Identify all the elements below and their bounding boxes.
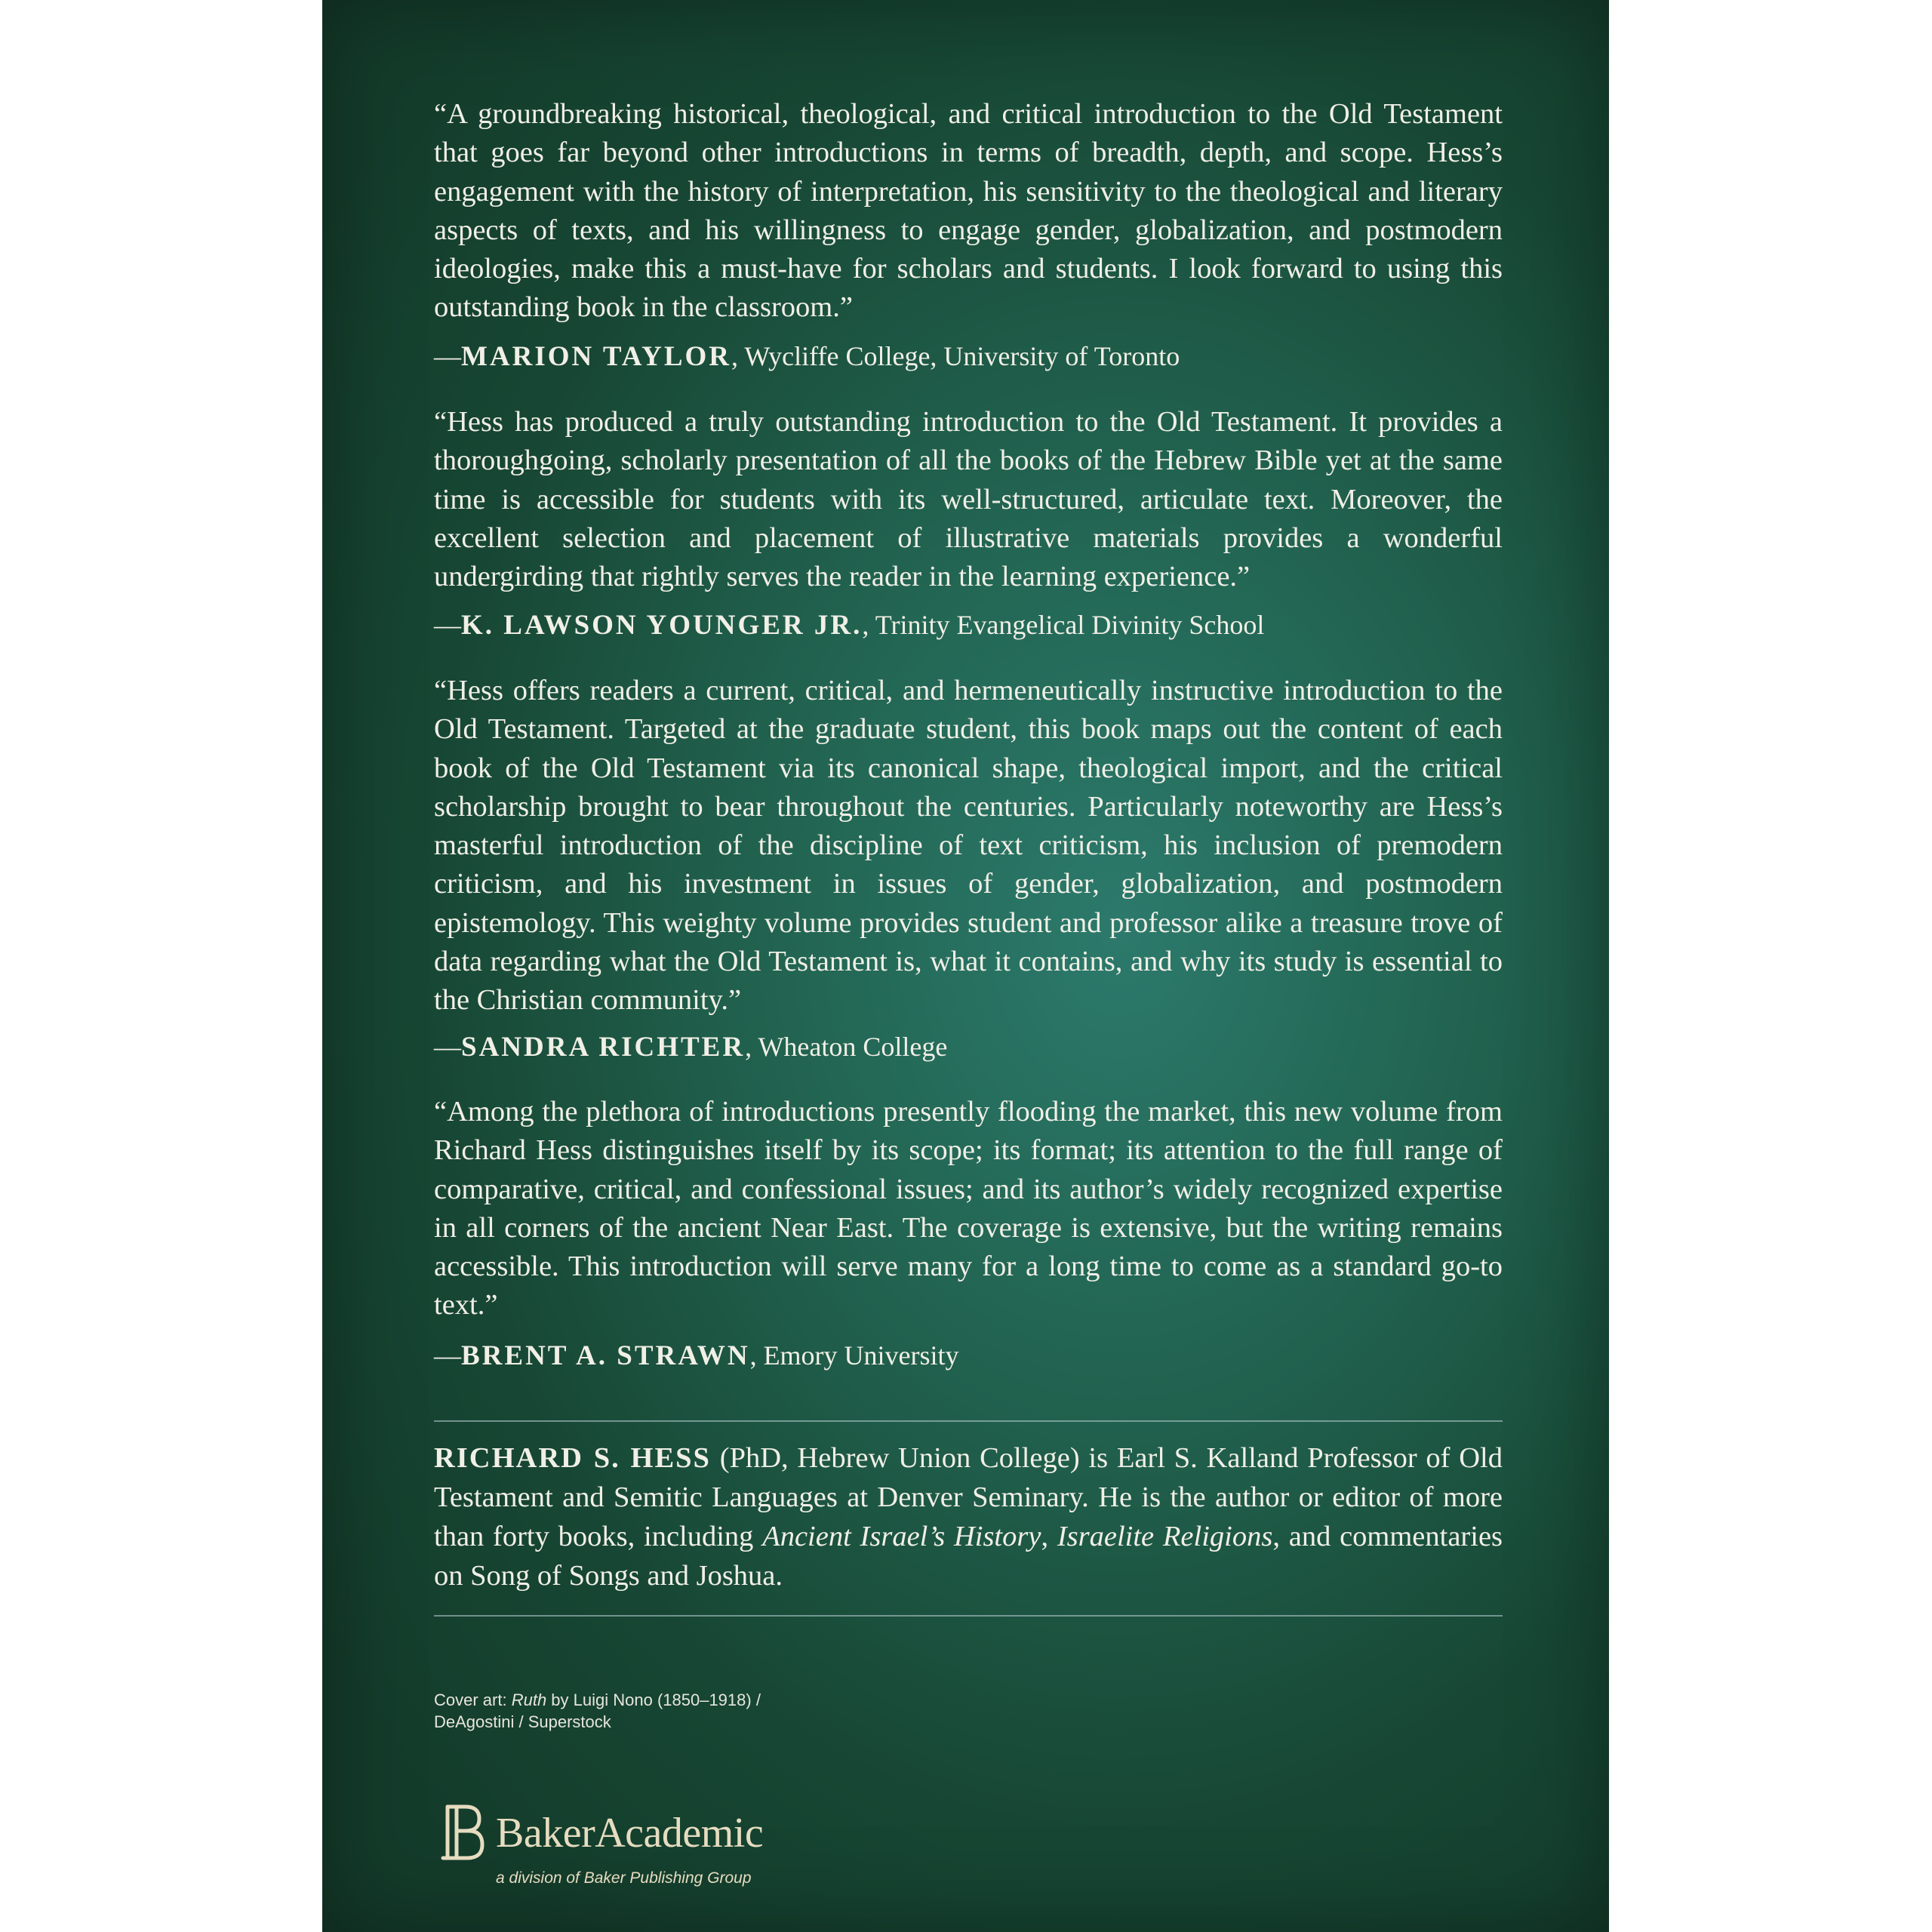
publisher-name: BakerAcademic	[496, 1810, 764, 1857]
baker-b-logo-icon	[440, 1802, 485, 1864]
endorser-affiliation: , Wycliffe College, University of Toronto	[731, 341, 1180, 371]
endorsement-attribution	[434, 1339, 1503, 1373]
attribution-dash: —	[434, 1340, 461, 1371]
divider-rule	[434, 1420, 1503, 1422]
endorser-name: MARION TAYLOR	[461, 341, 731, 372]
attribution-dash: —	[434, 1032, 461, 1062]
endorser-name: SANDRA RICHTER	[461, 1032, 746, 1063]
author-bio	[434, 1438, 1503, 1595]
book-title: Ancient Israel’s History	[762, 1521, 1041, 1552]
endorser-name: BRENT A. STRAWN	[461, 1340, 750, 1371]
divider-rule	[434, 1615, 1503, 1617]
credit-line: DeAgostini / Superstock	[434, 1712, 611, 1731]
publisher-tagline: a division of Baker Publishing Group	[496, 1869, 752, 1887]
attribution-dash: —	[434, 341, 461, 371]
endorsement-quote: “A groundbreaking historical, theological, and critical introduction to the Old Testament that goes far beyond other introductions in terms of breadth, depth, and scope. Hess’s engagement with the history of interpretation, his sensitivity to the theological and literary aspects of texts, and his willingness to engage gender, globalization, and postmodern ideologies, make this a must-have for scholars and students. I look forward to using this outstanding book in the classroom.”	[434, 98, 1503, 324]
endorsement-quote: “Hess offers readers a current, critical, and hermeneutically instructive introduction to the Old Testament. Targeted at the graduate student, this book maps out the content of each book of the Old Testament via its canonical shape, theological import, and the critical scholarship brought to bear throughout the centuries. Particularly noteworthy are Hess’s masterful introduction of the discipline of text criticism, his inclusion of premodern criticism, and his investment in issues of gender, globalization, and postmodern epistemology. This weighty volume provides student and professor alike a treasure trove of data regarding what the Old Testament is, what it contains, and why its study is essential to the Christian community.”	[434, 675, 1503, 1017]
credit-line	[434, 1689, 962, 1711]
attribution-dash: —	[434, 610, 461, 640]
endorsement-quote: “Hess has produced a truly outstanding introduction to the Old Testament. It provides a thoroughgoing, scholarly presentation of all the books of the Hebrew Bible yet at the same time is accessible for students with its well-structured, articulate text. Moreover, the excellent selection and placement of illustrative materials provides a wonderful undergirding that rightly serves the reader in the learning experience.”	[434, 406, 1503, 593]
credit-prefix: Cover art:	[434, 1690, 512, 1709]
endorser-affiliation: , Trinity Evangelical Divinity School	[862, 610, 1265, 640]
endorser-affiliation: , Wheaton College	[745, 1032, 948, 1062]
endorsement-quote: “Among the plethora of introductions presently flooding the market, this new volume from Richard Hess distinguishes itself by its scope; its format; its attention to the full range of comparative, critical, and confessional issues; and its author’s widely recognized expertise in all corners of the ancient Near East. The coverage is extensive, but the writing remains accessible. This introduction will serve many for a long time to come as a standard go-to text.”	[434, 1096, 1503, 1321]
credit-artist: by Luigi Nono (1850–1918) /	[546, 1690, 761, 1709]
endorsement-attribution	[434, 1030, 1503, 1064]
book-title: Israelite Religions	[1057, 1521, 1273, 1552]
endorsement-attribution	[434, 608, 1503, 642]
back-cover	[322, 0, 1609, 1932]
bio-text: , and commentaries on Song of Songs and Joshua.	[434, 1521, 1503, 1592]
endorser-name: K. LAWSON YOUNGER JR.	[461, 610, 863, 641]
publisher-logo	[434, 1802, 887, 1908]
endorsement-attribution	[434, 340, 1503, 374]
artwork-title: Ruth	[511, 1690, 547, 1709]
cover-art-credit	[434, 1689, 962, 1733]
author-name: RICHARD S. HESS	[434, 1442, 711, 1474]
bio-separator: ,	[1041, 1521, 1057, 1552]
endorser-affiliation: , Emory University	[749, 1340, 959, 1371]
bio-text: (PhD, Hebrew Union College) is Earl S. Kalland Professor of Old Testament and Semitic Languages at Denver Seminary. He is the author or editor of more than forty books, including	[434, 1442, 1503, 1552]
